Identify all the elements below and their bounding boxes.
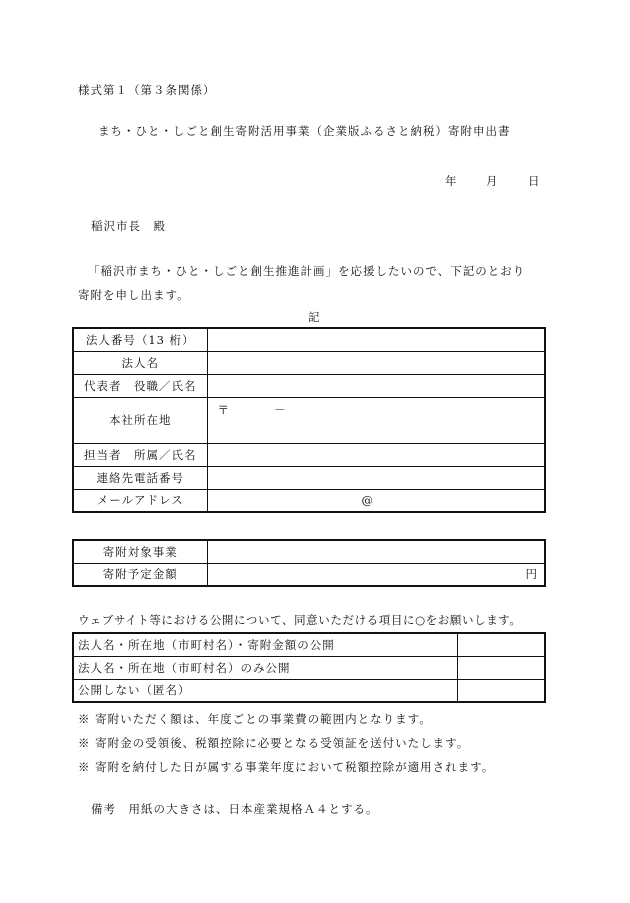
label-contact-person: 担当者 所属／氏名 — [73, 443, 207, 466]
addressee: 稲沢市長 殿 — [91, 219, 166, 233]
intro-line2: 寄附を申し出ます。 — [78, 288, 190, 302]
disclosure-table — [72, 632, 546, 703]
label-target-project: 寄附対象事業 — [73, 540, 207, 563]
field-corporate-name[interactable] — [207, 351, 545, 374]
postal-dash: － — [274, 402, 287, 417]
note-2: ※ 寄附金の受領後、税額控除に必要となる受領証を送付いたします。 — [78, 736, 470, 750]
note-3: ※ 寄附を納付した日が属する事業年度において税額控除が適用されます。 — [78, 760, 495, 774]
note-1: ※ 寄附いただく額は、年度ごとの事業費の範囲内となります。 — [78, 712, 432, 726]
field-target-project[interactable] — [207, 540, 545, 563]
field-email[interactable] — [207, 489, 545, 512]
date-year: 年 — [445, 174, 458, 188]
label-email: メールアドレス — [73, 489, 207, 512]
remarks: 備考 用紙の大きさは、日本産業規格Ａ４とする。 — [91, 802, 379, 816]
field-representative[interactable] — [207, 374, 545, 397]
document-title: まち・ひと・しごと創生寄附活用事業（企業版ふるさと納税）寄附申出書 — [98, 124, 511, 138]
disclosure-option-full: 法人名・所在地（市町村名）・寄附金額の公開 — [73, 633, 457, 656]
applicant-table — [72, 327, 546, 513]
field-phone[interactable] — [207, 466, 545, 489]
label-corporate-number: 法人番号（13 桁） — [73, 328, 207, 351]
field-corporate-number[interactable] — [207, 328, 545, 351]
intro-line1: 「稲沢市まち・ひと・しごと創生推進計画」を応援したいので、下記のとおり — [88, 264, 526, 278]
field-planned-amount[interactable] — [207, 563, 545, 586]
label-representative: 代表者 役職／氏名 — [73, 374, 207, 397]
disclosure-mark-partial[interactable] — [457, 656, 545, 679]
date-day: 日 — [528, 174, 541, 188]
ki-heading: 記 — [308, 310, 321, 324]
disclosure-option-anonymous: 公開しない（匿名） — [73, 679, 457, 702]
disclosure-mark-full[interactable] — [457, 633, 545, 656]
email-at: @ — [361, 493, 374, 508]
disclosure-prompt: ウェブサイト等における公開について、同意いただける項目に○をお願いします。 — [78, 613, 522, 627]
label-head-office: 本社所在地 — [73, 397, 207, 443]
field-head-office[interactable] — [207, 397, 545, 443]
form-number: 様式第１（第３条関係） — [78, 83, 216, 97]
donation-table — [72, 539, 546, 587]
label-phone: 連絡先電話番号 — [73, 466, 207, 489]
disclosure-mark-anonymous[interactable] — [457, 679, 545, 702]
date-month: 月 — [486, 174, 499, 188]
label-planned-amount: 寄附予定金額 — [73, 563, 207, 586]
disclosure-option-partial: 法人名・所在地（市町村名）のみ公開 — [73, 656, 457, 679]
yen-unit: 円 — [525, 567, 538, 582]
label-corporate-name: 法人名 — [73, 351, 207, 374]
postal-mark: 〒 — [217, 402, 230, 417]
field-contact-person[interactable] — [207, 443, 545, 466]
